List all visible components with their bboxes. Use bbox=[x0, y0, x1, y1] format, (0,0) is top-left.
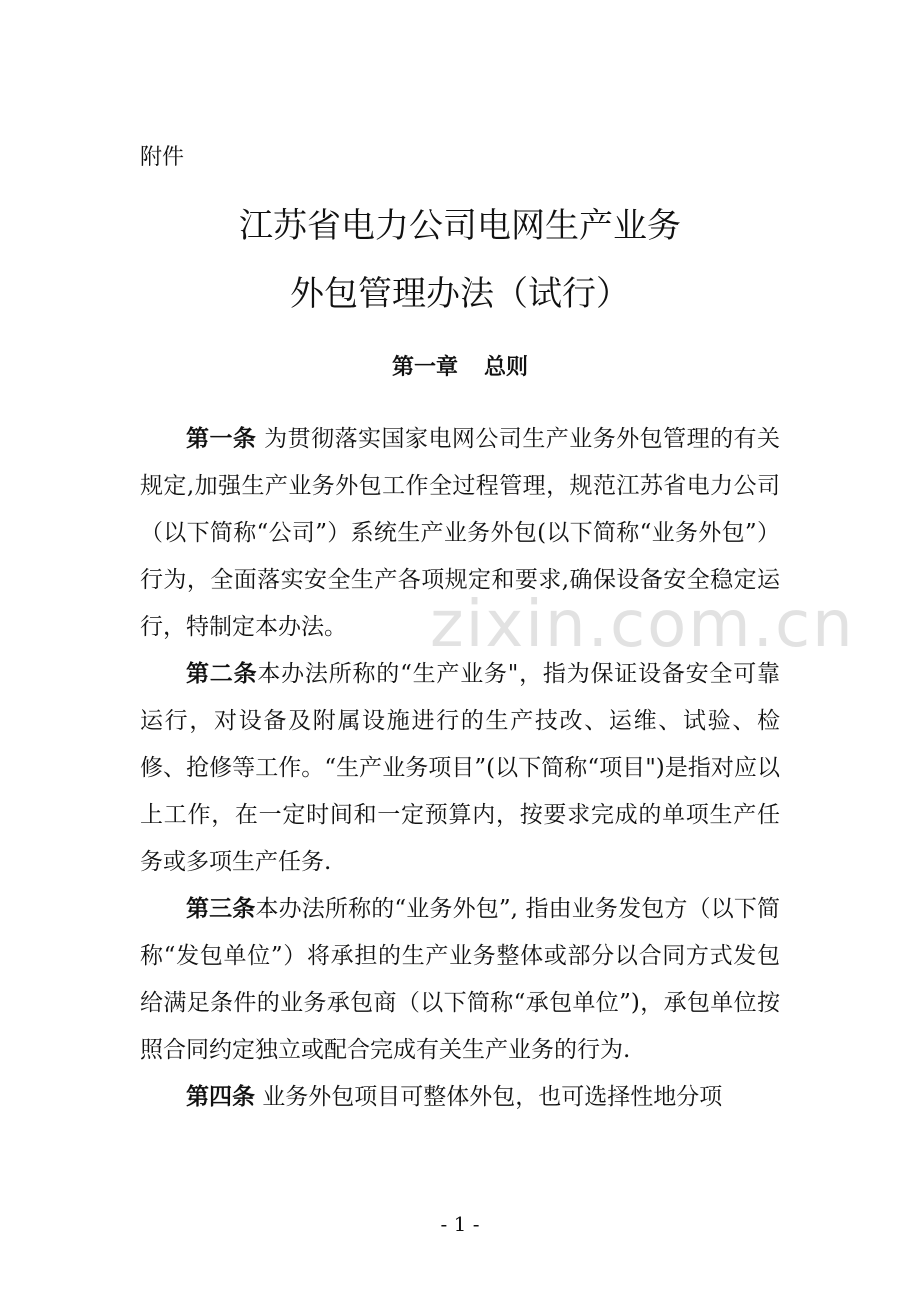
document-title-line-2: 外包管理办法（试行） bbox=[290, 274, 630, 314]
chapter-number: 第一章 bbox=[391, 355, 458, 380]
article-paragraph bbox=[140, 416, 780, 651]
document-title-line-1: 江苏省电力公司电网生产业务 bbox=[239, 206, 681, 246]
article-text: 本办法所称的“生产业务"，指为保证设备安全可靠运行，对设备及附属设施进行的生产技改、运维、试验、检修、抢修等工作。“生产业务项目”(以下简称“项目")是指对应以上工作，在一定时间和一定预算内，按要求完成的单项生产任务或多项生产任务. bbox=[140, 661, 780, 875]
watermark: zixin.com.cn bbox=[430, 588, 855, 662]
article-label: 第四条 bbox=[186, 1084, 255, 1110]
article-text: 业务外包项目可整体外包，也可选择性地分项 bbox=[255, 1084, 723, 1110]
article-label: 第一条 bbox=[186, 426, 257, 452]
article-text: 为贯彻落实国家电网公司生产业务外包管理的有关规定,加强生产业务外包工作全过程管理，规范江苏省电力公司（以下简称“公司”）系统生产业务外包(以下简称“业务外包”）行为，全面落实安全生产各项规定和要求,确保设备安全稳定运行，特制定本办法。 bbox=[140, 426, 781, 640]
chapter-heading bbox=[0, 350, 920, 386]
article-paragraph bbox=[140, 886, 780, 1074]
article-paragraph bbox=[140, 1074, 780, 1121]
document-body bbox=[140, 416, 780, 1121]
attachment-label: 附件 bbox=[140, 145, 185, 170]
article-text: 本办法所称的“业务外包”, 指由业务发包方（以下简称“发包单位”）将承担的生产业务整体或部分以合同方式发包给满足条件的业务承包商（以下简称“承包单位”)，承包单位按照合同约定独立或配合完成有关生产业务的行为. bbox=[140, 896, 781, 1063]
page-number: - 1 - bbox=[440, 1212, 480, 1236]
chapter-name: 总则 bbox=[484, 355, 529, 380]
article-label: 第三条 bbox=[186, 896, 256, 922]
article-label: 第二条 bbox=[186, 661, 258, 687]
article-paragraph bbox=[140, 651, 780, 886]
